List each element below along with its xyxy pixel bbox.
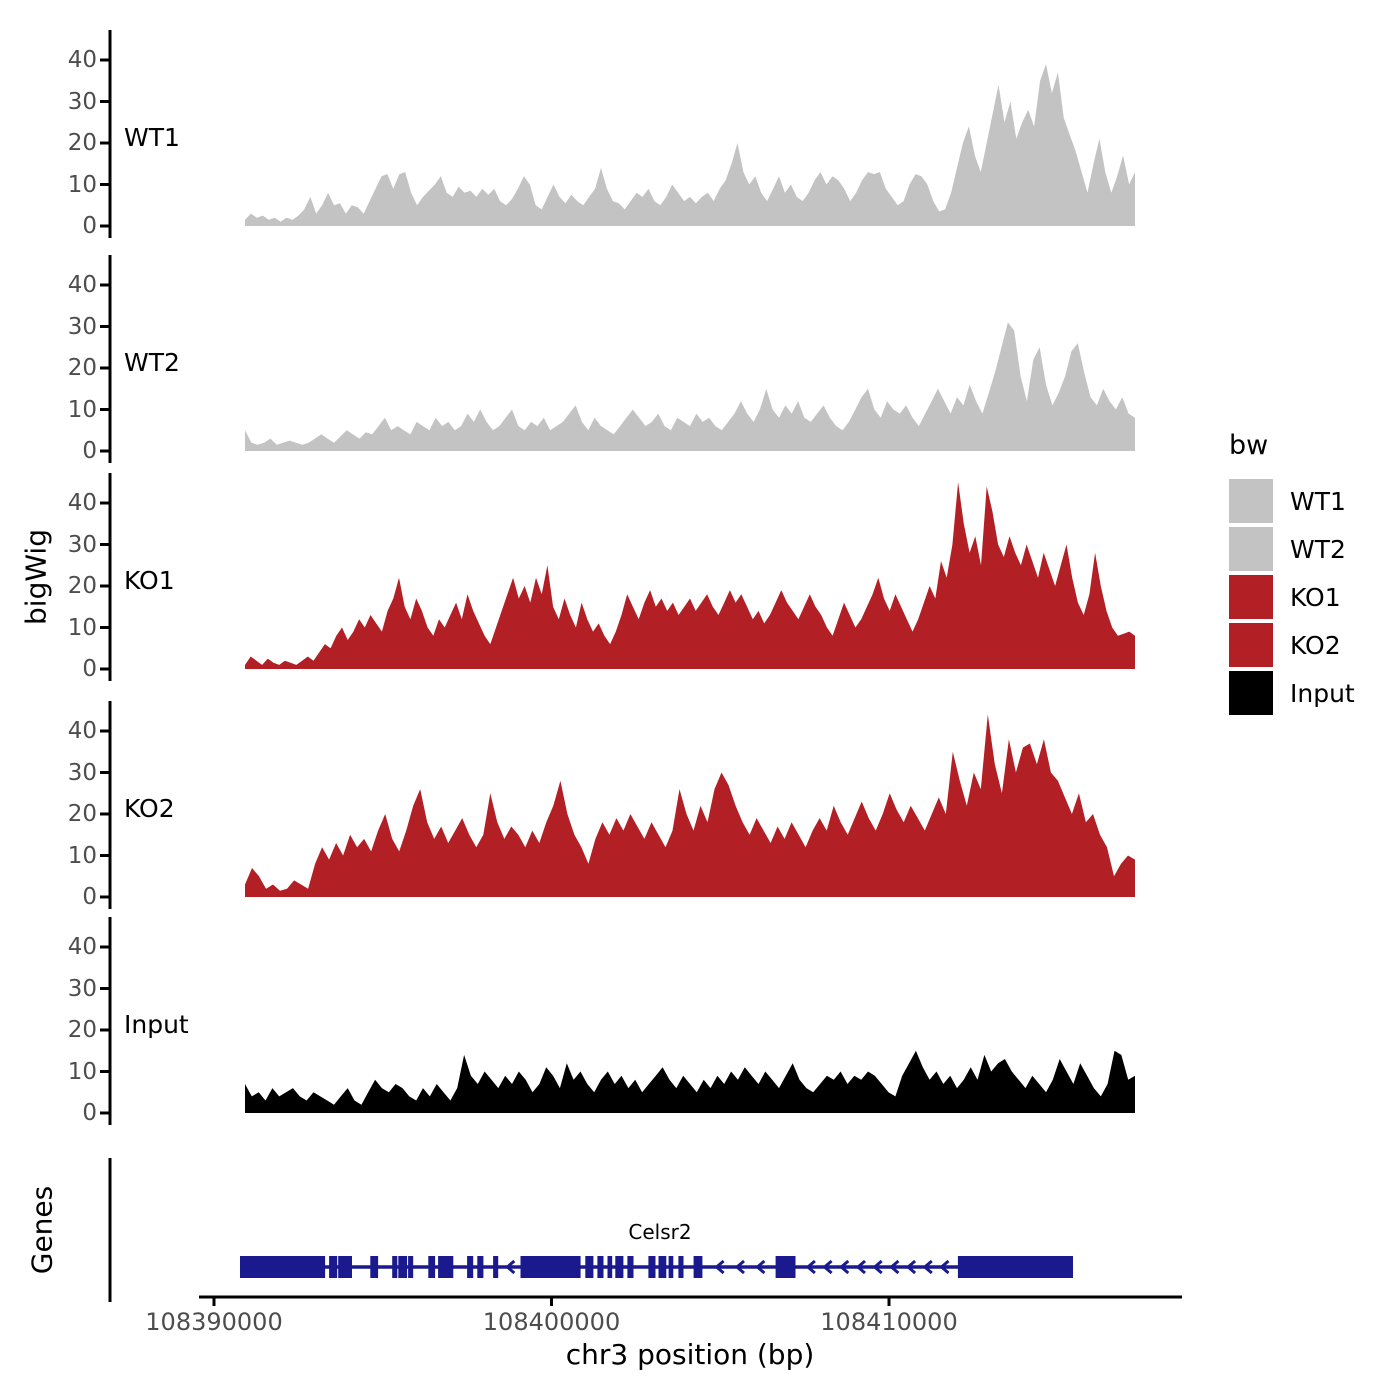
y-tick-label: 10 (67, 614, 97, 641)
y-tick-label: 0 (82, 213, 97, 239)
legend-item-input (1229, 669, 1355, 717)
gene-exon (521, 1256, 581, 1278)
gene-exon (659, 1256, 667, 1278)
y-tick-label: 20 (67, 1017, 97, 1043)
coverage-area-ko2 (245, 714, 1135, 897)
legend-item-label: KO1 (1290, 582, 1341, 612)
coverage-area-wt2 (245, 322, 1135, 451)
x-tick-label-0: 108390000 (145, 1308, 283, 1336)
gene-exon (669, 1256, 674, 1278)
legend-swatch-ko2 (1229, 623, 1273, 667)
gene-exon (240, 1256, 325, 1278)
y-tick-label: 30 (67, 88, 97, 115)
y-tick-label: 10 (67, 1058, 97, 1085)
y-axis-title-bigwig: bigWig (19, 529, 53, 625)
gene-exon (608, 1256, 613, 1278)
track-label-ko2: KO2 (124, 794, 175, 823)
gene-exon (428, 1256, 435, 1278)
x-tick-label-1: 108400000 (482, 1308, 621, 1336)
legend-item-wt1 (1229, 477, 1355, 525)
legend-item-label: WT2 (1290, 534, 1346, 564)
legend-item-label: KO2 (1290, 630, 1341, 660)
legend-item-label: WT1 (1290, 486, 1346, 516)
y-tick-label: 20 (67, 573, 97, 599)
gene-exon (370, 1256, 378, 1278)
y-tick-label: 20 (67, 130, 97, 156)
y-tick-label: 20 (67, 355, 97, 381)
track-label-input: Input (124, 1010, 189, 1039)
gene-exon (585, 1256, 593, 1278)
y-tick-label: 10 (67, 396, 97, 423)
y-tick-label: 30 (67, 531, 97, 558)
y-tick-label: 40 (67, 718, 97, 744)
legend-item-wt2 (1229, 525, 1355, 573)
y-tick-label: 30 (67, 975, 97, 1002)
y-tick-label: 40 (67, 934, 97, 960)
y-tick-label: 40 (67, 490, 97, 516)
gene-exon (597, 1256, 603, 1278)
gene-exon (467, 1256, 473, 1278)
gene-name-label: Celsr2 (628, 1220, 692, 1244)
y-tick-label: 10 (67, 842, 97, 869)
gene-exon (615, 1256, 623, 1278)
legend-swatch-input (1229, 671, 1273, 715)
legend-title: bw (1229, 430, 1269, 461)
y-tick-label: 0 (82, 1100, 97, 1126)
y-tick-label: 20 (67, 801, 97, 827)
legend (1229, 430, 1355, 717)
gene-exon (493, 1256, 498, 1278)
coverage-area-input (245, 1051, 1135, 1113)
y-tick-label: 30 (67, 759, 97, 786)
legend-swatch-ko1 (1229, 575, 1273, 619)
y-tick-label: 0 (82, 656, 97, 682)
gene-exon (627, 1256, 633, 1278)
y-tick-label: 0 (82, 438, 97, 464)
gene-exon (329, 1256, 337, 1278)
coverage-area-wt1 (245, 64, 1135, 226)
y-tick-label: 40 (67, 47, 97, 73)
coverage-area-ko1 (245, 482, 1135, 669)
gene-exon (694, 1256, 703, 1278)
gene-exon (338, 1256, 352, 1278)
gene-exon (392, 1256, 397, 1278)
gene-exon (958, 1256, 1073, 1278)
y-tick-label: 40 (67, 272, 97, 298)
gene-exon (477, 1256, 483, 1278)
y-axis-title-genes: Genes (25, 1185, 59, 1275)
x-tick-label-2: 108410000 (820, 1308, 958, 1336)
track-label-wt1: WT1 (124, 123, 180, 152)
y-tick-label: 30 (67, 313, 97, 340)
track-label-ko1: KO1 (124, 566, 175, 595)
gene-exon (398, 1256, 407, 1278)
legend-item-ko1 (1229, 573, 1355, 621)
gene-exon (648, 1256, 655, 1278)
legend-item-label: Input (1290, 678, 1355, 708)
gene-exon (438, 1256, 453, 1278)
track-label-wt2: WT2 (124, 348, 180, 377)
gene-exon (776, 1256, 796, 1278)
gene-exon (408, 1256, 413, 1278)
y-tick-label: 10 (67, 171, 97, 198)
gene-exon (678, 1256, 683, 1278)
legend-item-ko2 (1229, 621, 1355, 669)
x-axis-title: chr3 position (bp) (565, 1338, 815, 1371)
legend-swatch-wt2 (1229, 527, 1273, 571)
y-tick-label: 0 (82, 884, 97, 910)
legend-swatch-wt1 (1229, 479, 1273, 523)
